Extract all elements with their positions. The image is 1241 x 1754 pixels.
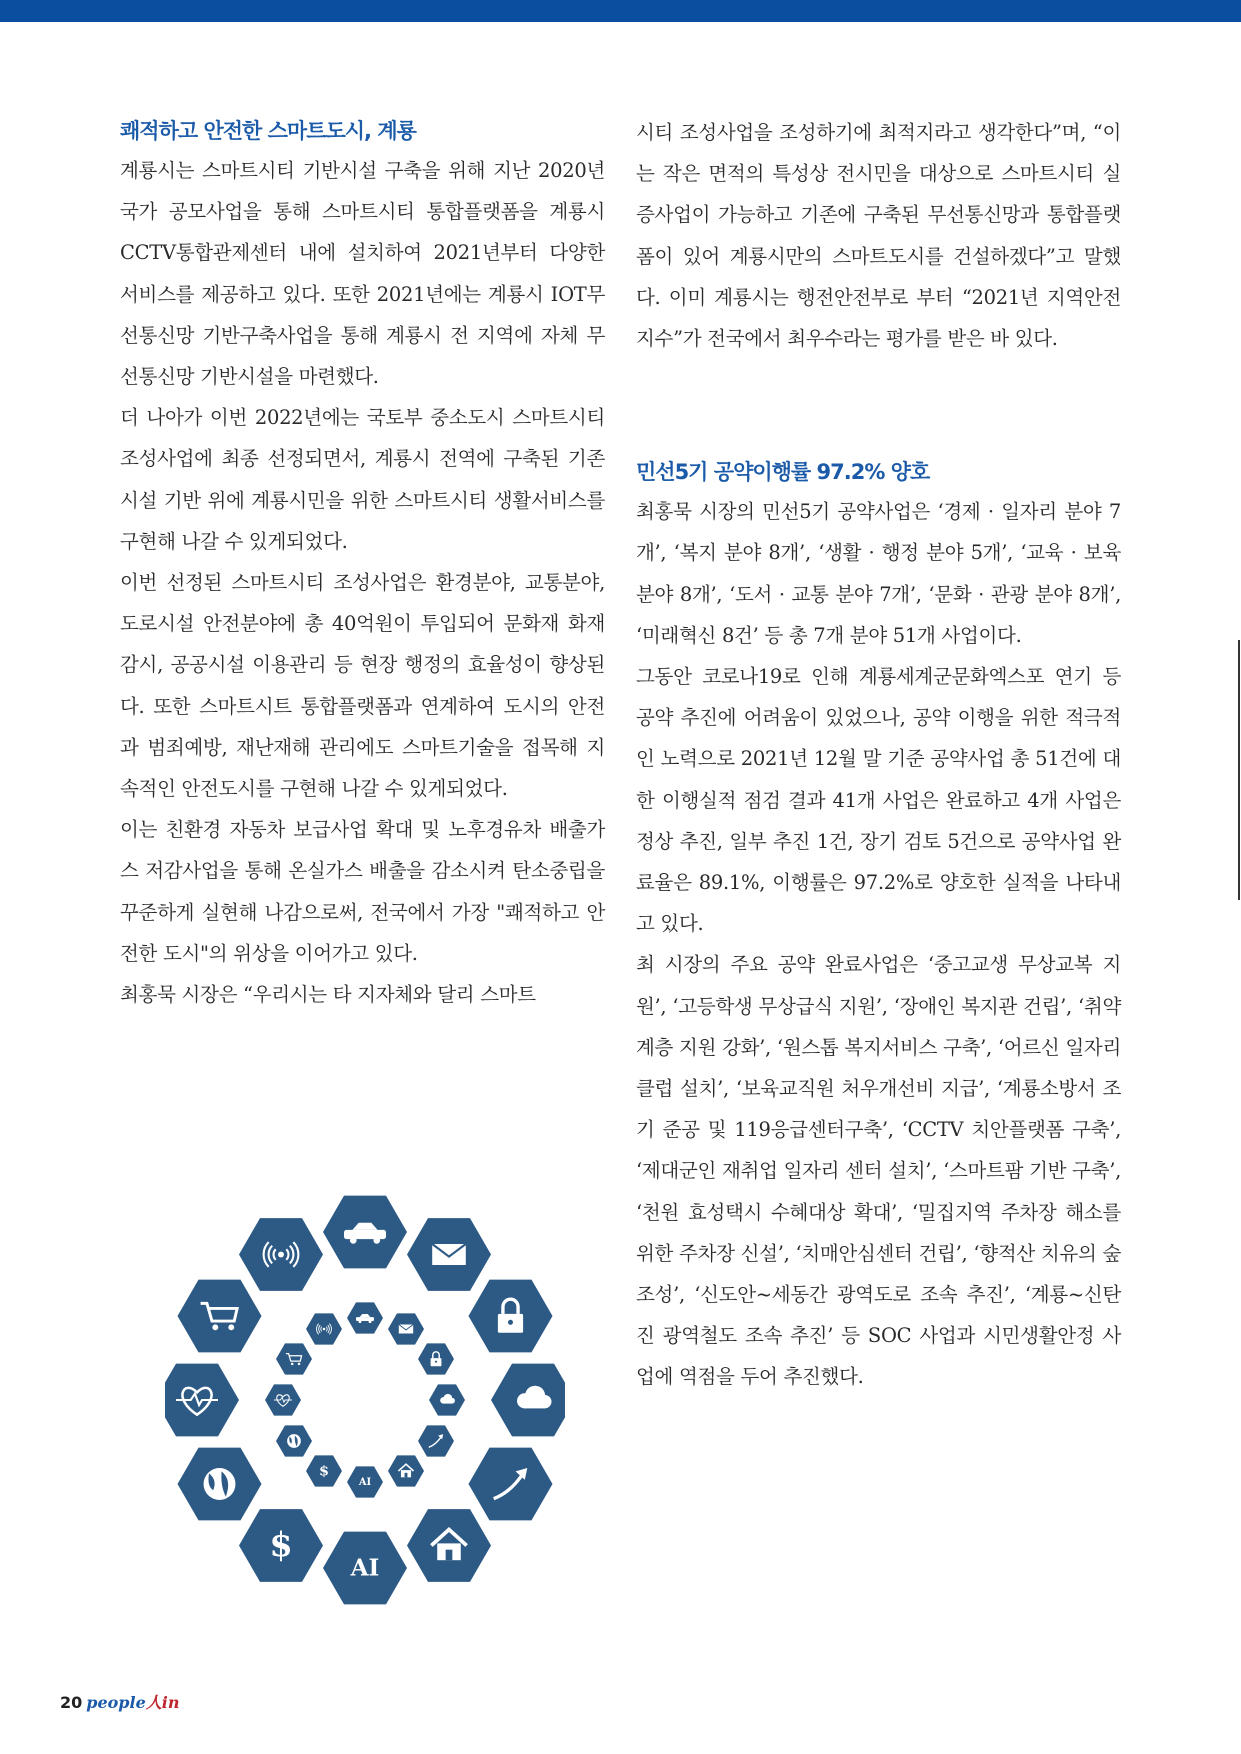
paragraph: 시티 조성사업을 조성하기에 최적지라고 생각한다”며, “이는 작은 면적의 특성상 전시민을 대상으로 스마트시티 실증사업이 가능하고 기존에 구축된 무선통신망과 통합플랫폼이 있어 계룡시만의 스마트도시를 건설하겠다”고 말했다. 이미 계룡시는 행전안전부로 부터 “2021년 지역안전지수”가 전국에서 최우수라는 평가를 받은 바 있다.: [636, 121, 1121, 351]
inner-cart-hexagon: [276, 1343, 312, 1374]
outer-trend-arrow-hexagon: [469, 1448, 553, 1521]
outer-cart-hexagon: [178, 1280, 262, 1353]
paragraph: 이번 선정된 스마트시티 조성사업은 환경분야, 교통분야, 도로시설 안전분야에 총 40억원이 투입되어 문화재 화재감시, 공공시설 이용관리 등 현장 행정의 효율성이 향상된다. 또한 스마트시트 통합플랫폼과 연계하여 도시의 안전과 범죄예방, 재난재해 관리에도 스마트기술을 접목해 지속적인 안전도시를 구현해 나갈 수 있게되었다.: [120, 571, 605, 801]
dollar-icon: [319, 1463, 329, 1480]
page-footer: [60, 1690, 179, 1713]
paragraph: 최홍묵 시장의 민선5기 공약사업은 ‘경제 · 일자리 분야 7개’, ‘복지 분야 8개’, ‘생활 · 행정 분야 5개’, ‘교육 · 보육 분야 8개’, ‘도서 · 교통 분야 7개’, ‘문화 · 관광 분야 8개’, ‘미래혁신 8건’ 등 총 7개 분야 51개 사업이다.: [636, 500, 1121, 647]
inner-car-hexagon: [347, 1302, 383, 1333]
section-heading-smart-city: 쾌적하고 안전한 스마트도시, 계룡: [120, 119, 416, 143]
paragraph: 계룡시는 스마트시티 기반시설 구축을 위해 지난 2020년 국가 공모사업을 통해 스마트시티 통합플랫폼을 계룡시 CCTV통합관제센터 내에 설치하여 2021년부터 다양한 서비스를 제공하고 있다. 또한 2021년에는 계룡시 IOT무선통신망 기반구축사업을 통해 계룡시 전 지역에 자체 무선통신망 기반시설을 마련했다.: [120, 159, 605, 389]
right-edge-rule: [1238, 640, 1240, 900]
paragraph: 이는 친환경 자동차 보급사업 확대 및 노후경유차 배출가스 저감사업을 통해 온실가스 배출을 감소시켜 탄소중립을 꾸준하게 실현해 나감으로써, 전국에서 가장 "쾌적하고 안전한 도시"의 위상을 이어가고 있다.: [120, 818, 605, 965]
inner-mail-hexagon: [388, 1313, 424, 1344]
mail-icon: [399, 1324, 413, 1333]
outer-dollar-hexagon: [239, 1509, 323, 1582]
section-heading-pledge-rate: 민선5기 공약이행률 97.2% 양호: [636, 460, 930, 485]
smart-city-hexagon-illustration: [165, 1190, 565, 1610]
outer-ai-hexagon: [323, 1532, 407, 1605]
outer-wireless-hexagon: [239, 1218, 323, 1291]
paragraph: 최 시장의 주요 공약 완료사업은 ‘중고교생 무상교복 지원’, ‘고등학생 무상급식 지원’, ‘장애인 복지관 건립’, ‘취약계층 지원 강화’, ‘원스톱 복지서비스 구축’, ‘어르신 일자리클럽 설치’, ‘보육교직원 처우개선비 지급’, ‘계룡소방서 조기 준공 및 119응급센터구축’, ‘CCTV 치안플랫폼 구축’, ‘제대군인 재취업 일자리 센터 설치’, ‘스마트팜 기반 구축’, ‘천원 효성택시 수혜대상 확대’, ‘밀집지역 주차장 해소를 위한 주차장 신설’, ‘치매안심센터 건립’, ‘향적산 치유의 숲 조성’, ‘신도안~세동간 광역도로 조속 추진’, ‘계룡~신탄진 광역철도 조속 추진’ 등 SOC 사업과 시민생활안정 사업에 역점을 두어 추진했다.: [636, 953, 1121, 1389]
right-column: [636, 112, 1121, 1398]
magazine-logo: people: [86, 1693, 146, 1712]
outer-home-hexagon: [407, 1509, 491, 1582]
inner-cloud-hexagon: [429, 1384, 465, 1415]
globe-icon: [287, 1434, 301, 1448]
inner-heartbeat-hexagon: [265, 1384, 301, 1415]
globe-icon: [204, 1468, 236, 1500]
svg-text:$: $: [269, 1523, 293, 1564]
top-color-bar: [0, 0, 1241, 22]
outer-car-hexagon: [323, 1196, 407, 1269]
dollar-icon: [269, 1524, 292, 1564]
inner-trend-arrow-hexagon: [418, 1425, 454, 1456]
svg-text:$: $: [318, 1462, 330, 1480]
outer-lock-hexagon: [469, 1280, 553, 1353]
ai-icon: [358, 1477, 372, 1488]
inner-lock-hexagon: [418, 1343, 454, 1374]
outer-heartbeat-hexagon: [165, 1364, 239, 1437]
outer-mail-hexagon: [407, 1218, 491, 1291]
paragraph: 그동안 코로나19로 인해 계룡세계군문화엑스포 연기 등 공약 추진에 어려움이 있었으나, 공약 이행을 위한 적극적인 노력으로 2021년 12월 말 기준 공약사업 총 51건에 대한 이행실적 점검 결과 41개 사업은 완료하고 4개 사업은 정상 추진, 일부 추진 1건, 장기 검토 5건으로 공약사업 완료율은 89.1%, 이행률은 97.2%로 양호한 실적을 나타내고 있다.: [636, 665, 1121, 936]
paragraph: 최홍묵 시장은 “우리시는 타 지자체와 달리 스마트: [120, 983, 536, 1007]
page-number: 20: [60, 1693, 83, 1712]
magazine-logo-suffix: 人in: [145, 1693, 180, 1712]
svg-text:AI: AI: [358, 1477, 372, 1489]
inner-dollar-hexagon: [306, 1455, 342, 1486]
left-column: [120, 112, 605, 1015]
inner-wireless-hexagon: [306, 1313, 342, 1344]
mail-icon: [432, 1244, 466, 1265]
outer-cloud-hexagon: [491, 1364, 565, 1437]
ai-icon: [350, 1555, 380, 1582]
inner-home-hexagon: [388, 1455, 424, 1486]
paragraph: 더 나아가 이번 2022년에는 국토부 중소도시 스마트시티 조성사업에 최종 선정되면서, 계룡시 전역에 구축된 기존시설 기반 위에 계룡시민을 위한 스마트시티 생활서비스를 구현해 나갈 수 있게되었다.: [120, 406, 605, 553]
inner-globe-hexagon: [276, 1425, 312, 1456]
inner-ai-hexagon: [347, 1466, 383, 1497]
svg-text:AI: AI: [350, 1554, 380, 1582]
outer-globe-hexagon: [178, 1448, 262, 1521]
